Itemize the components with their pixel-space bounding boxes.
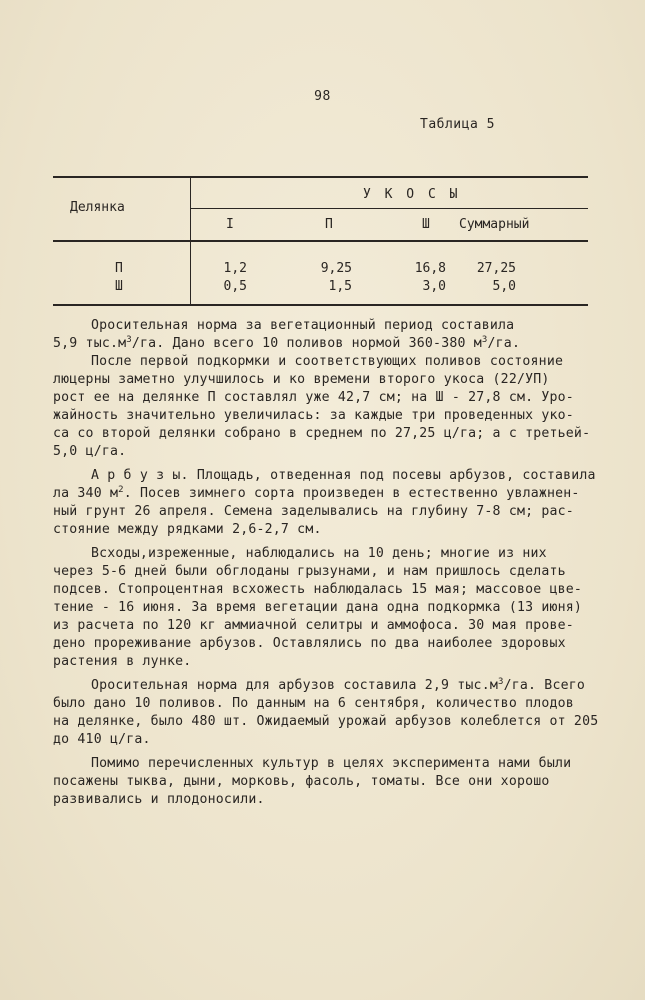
subheader-3: Ш (422, 217, 430, 232)
cell-value: 5,0 (492, 279, 516, 294)
text-line: рост ее на делянке П составлял уже 42,7 см; на Ш - 27,8 см. Уро- (53, 390, 574, 405)
superscript: 2 (118, 485, 124, 495)
text-line: было дано 10 поливов. По данным на 6 сентября, количество плодов (53, 696, 574, 711)
cell-value: 3,0 (422, 279, 446, 294)
text-line: А р б у з ы. Площадь, отведенная под посевы арбузов, составила (91, 468, 596, 483)
text-line: на делянке, было 480 шт. Ожидаемый урожай арбузов колеблется от 205 (53, 714, 599, 729)
table-bottom-rule (53, 304, 588, 306)
text-line: Помимо перечисленных культур в целях эксперимента нами были (91, 756, 572, 771)
text-line: стояние между рядками 2,6-2,7 см. (53, 522, 322, 537)
cell-value: 27,25 (476, 261, 516, 276)
text-line: 5,9 $тыс.м^3/га$. Дано всего 10 поливов нормой 360-380 $м^3/га$. (53, 335, 521, 351)
subheader-total: Суммарный (459, 217, 530, 232)
text-line: до 410 ц/га. (53, 732, 151, 747)
header-plot: Делянка (70, 200, 125, 215)
text-line: ный грунт 26 апреля. Семена заделывались на глубину 7-8 см; рас- (53, 504, 574, 519)
page-number: 98 (314, 89, 331, 104)
text-line: жайность значительно увеличилась: за каждые три проведенных уко- (53, 408, 574, 423)
text-line: Оросительная норма для арбузов составила 2,9 $тыс.м^3/га$. Всего (91, 677, 586, 693)
cell-value: 16,8 (414, 261, 446, 276)
text-line: тение - 16 июня. За время вегетации дана одна подкормка (13 июня) (53, 600, 583, 615)
table-caption: Таблица 5 (420, 117, 495, 132)
row-plot: Ш (115, 279, 123, 294)
text-line: са со второй делянки собрано в среднем по 27,25 ц/га; а с третьей- (53, 426, 591, 441)
row-plot: П (115, 261, 123, 276)
text-line: развивались и плодоносили. (53, 792, 265, 807)
cell-value: 0,5 (223, 279, 247, 294)
cell-value: 1,5 (328, 279, 352, 294)
data-table (53, 176, 588, 306)
text-line: Всходы,изреженные, наблюдались на 10 день; многие из них (91, 546, 547, 561)
superscript: 3 (497, 677, 504, 687)
header-cuttings: У К О С Ы (363, 187, 458, 202)
subheader-2: П (325, 217, 333, 232)
text-line: посажены тыква, дыни, морковь, фасоль, томаты. Все они хорошо (53, 774, 550, 789)
text-line: через 5-6 дней были обглоданы грызунами, и нам пришлось сделать (53, 564, 566, 579)
cell-value: 9,25 (320, 261, 352, 276)
text-line: Оросительная норма за вегетационный период составила (91, 318, 515, 333)
text-line: люцерны заметно улучшилось и ко времени второго укоса (22/УП) (53, 372, 550, 387)
text-line: из расчета по 120 кг аммиачной селитры и аммофоса. 30 мая прове- (53, 618, 574, 633)
superscript: 3 (126, 335, 132, 345)
text-line: растения в лунке. (53, 654, 192, 669)
table-top-rule (53, 176, 588, 178)
text-line: После первой подкормки и соответствующих поливов состояние (91, 354, 564, 369)
subheader-1: I (226, 217, 234, 232)
superscript: 3 (481, 335, 488, 345)
text-line: 5,0 ц/га. (53, 444, 127, 459)
text-line: дено прореживание арбузов. Оставлялись по два наиболее здоровых (53, 636, 566, 651)
header-bottom-rule (53, 240, 588, 242)
header-group-rule (191, 208, 588, 209)
text-line: ла 340 $м^2$. Посев зимнего сорта произведен в естественно увлажнен- (53, 485, 580, 501)
text-line: подсев. Стопроцентная всхожесть наблюдалась 15 мая; массовое цве- (53, 582, 583, 597)
cell-value: 1,2 (223, 261, 247, 276)
